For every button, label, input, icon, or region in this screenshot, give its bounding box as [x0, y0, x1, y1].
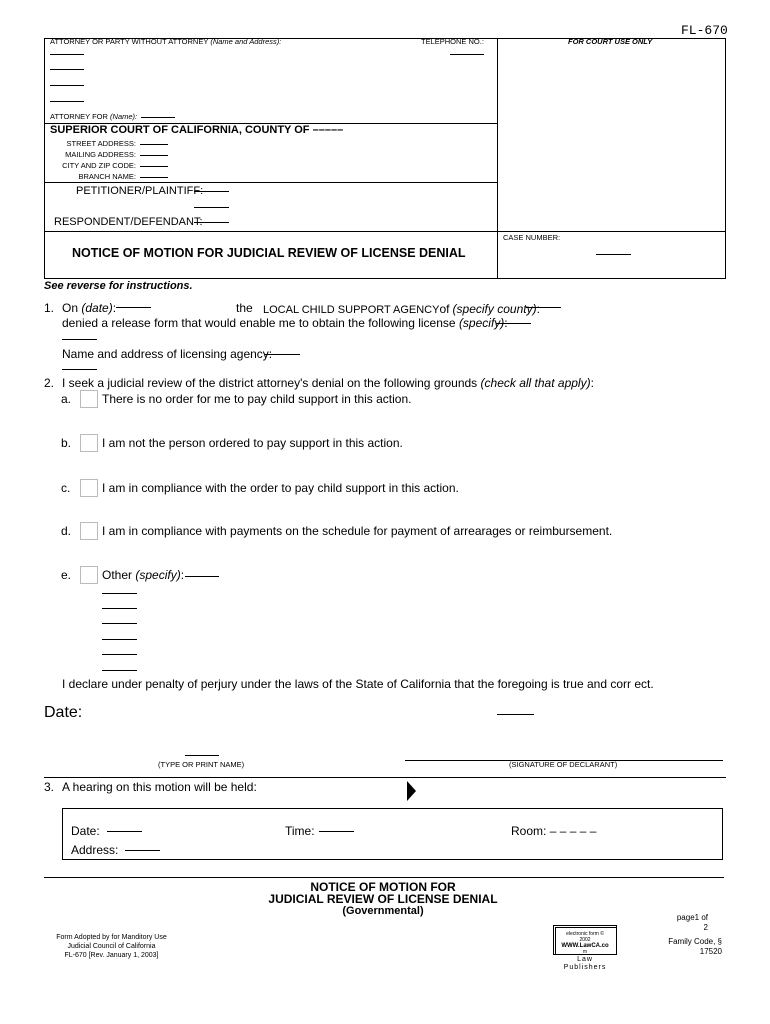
option-a-checkbox[interactable] [80, 390, 98, 408]
caption-box [44, 38, 726, 279]
attorney-name-line-1[interactable] [50, 54, 84, 55]
date-label: Date: [44, 704, 83, 721]
option-d-text: I am in compliance with payments on the schedule for payment of arrearages or reimbursement. [102, 524, 613, 538]
type-name-label: (TYPE OR PRINT NAME) [158, 760, 245, 769]
name-field[interactable] [185, 755, 219, 756]
item1-license-field[interactable] [496, 323, 531, 324]
hearing-box [62, 808, 723, 860]
form-id: FL-670 [681, 23, 728, 38]
branch-field[interactable] [140, 177, 168, 178]
city-label: CITY AND ZIP CODE: [62, 161, 136, 170]
signature-label: (SIGNATURE OF DECLARANT) [509, 760, 618, 769]
attorney-name-line-3[interactable] [50, 85, 84, 86]
item1-the: the [236, 301, 253, 315]
attorney-name-line-2[interactable] [50, 69, 84, 70]
item1-line2: denied a release form that would enable me to obtain the following license (specify): [62, 316, 508, 330]
court-title: SUPERIOR COURT OF CALIFORNIA, COUNTY OF ––––– [50, 124, 344, 136]
option-e-field[interactable] [185, 576, 219, 577]
petitioner-field-2[interactable] [194, 207, 229, 208]
item1-agency-address-field[interactable] [265, 354, 300, 355]
option-e-line-1[interactable] [102, 593, 137, 594]
item1-agency-address-field-2[interactable] [62, 369, 97, 370]
court-use-label: FOR COURT USE ONLY [568, 37, 653, 46]
option-d-letter: d. [61, 524, 72, 538]
option-e-line-4[interactable] [102, 639, 137, 640]
attorney-for-label: ATTORNEY FOR (Name): [50, 112, 138, 121]
hearing-address-field[interactable] [125, 850, 160, 851]
street-label: STREET ADDRESS: [66, 139, 136, 148]
telephone-field[interactable] [450, 54, 484, 55]
instructions: See reverse for instructions. [44, 280, 193, 292]
option-c-letter: c. [61, 481, 71, 495]
hearing-room-label: Room: – – – – – [511, 824, 597, 838]
date-field[interactable] [497, 714, 534, 715]
option-e-line-3[interactable] [102, 623, 137, 624]
hearing-time-label: Time: [285, 824, 315, 838]
petitioner-label: PETITIONER/PLAINTIFF: [76, 185, 204, 197]
item1-on: On (date): [62, 301, 117, 315]
option-c-checkbox[interactable] [80, 479, 98, 497]
hearing-date-field[interactable] [107, 831, 142, 832]
respondent-field[interactable] [194, 222, 229, 223]
hearing-date-label: Date: [71, 824, 100, 838]
arrow-icon [407, 781, 416, 801]
footer-title: NOTICE OF MOTION FOR JUDICIAL REVIEW OF LICENSE DENIAL (Governmental) [268, 880, 498, 917]
city-field[interactable] [140, 166, 168, 167]
declaration: I declare under penalty of perjury under the laws of the State of California that the foregoing is true and corr ect. [62, 677, 654, 691]
hearing-time-field[interactable] [319, 831, 354, 832]
option-e-checkbox[interactable] [80, 566, 98, 584]
family-code: Family Code, § 17520 [668, 937, 722, 956]
form-title: NOTICE OF MOTION FOR JUDICIAL REVIEW OF LICENSE DENIAL [72, 246, 466, 260]
item3-text: A hearing on this motion will be held: [62, 780, 257, 794]
publisher-name: Law Publishers [563, 956, 607, 971]
attorney-name-line-4[interactable] [50, 101, 84, 102]
respondent-label: RESPONDENT/DEFENDANT: [54, 216, 203, 228]
item2-intro: I seek a judicial review of the district attorney's denial on the following grounds (check all that apply): [62, 376, 594, 390]
publisher-stamp: electronic form © 2002 WWW.LawCA.co m [553, 925, 617, 955]
page-number: page1 of 2 [676, 913, 708, 932]
item1-number: 1. [44, 301, 55, 315]
option-b-text: I am not the person ordered to pay support in this action. [102, 436, 403, 450]
attorney-label: ATTORNEY OR PARTY WITHOUT ATTORNEY (Name and Address): [50, 37, 282, 46]
option-e-line-6[interactable] [102, 670, 137, 671]
case-number-label: CASE NUMBER: [503, 233, 561, 242]
item3-number: 3. [44, 780, 55, 794]
hearing-address-label: Address: [71, 843, 119, 857]
item1-agency: LOCAL CHILD SUPPORT AGENCYof (specify county): [263, 302, 540, 316]
option-a-letter: a. [61, 392, 72, 406]
mailing-field[interactable] [140, 155, 168, 156]
mailing-label: MAILING ADDRESS: [65, 150, 136, 159]
option-a-text: There is no order for me to pay child support in this action. [102, 392, 412, 406]
item1-date-field[interactable] [116, 307, 151, 308]
telephone-label: TELEPHONE NO.: [421, 37, 484, 46]
item1-county-field[interactable] [526, 307, 561, 308]
item1-license-field-2[interactable] [62, 339, 97, 340]
option-d-checkbox[interactable] [80, 522, 98, 540]
option-e-line-5[interactable] [102, 654, 137, 655]
option-e-letter: e. [61, 568, 72, 582]
option-e-line-2[interactable] [102, 608, 137, 609]
item2-number: 2. [44, 376, 55, 390]
option-b-letter: b. [61, 436, 72, 450]
option-b-checkbox[interactable] [80, 434, 98, 452]
option-c-text: I am in compliance with the order to pay child support in this action. [102, 481, 459, 495]
petitioner-field[interactable] [194, 191, 229, 192]
branch-label: BRANCH NAME: [78, 172, 136, 181]
case-number-field[interactable] [596, 254, 631, 255]
attorney-for-field[interactable] [141, 117, 175, 118]
option-e-text: Other (specify): [102, 568, 185, 582]
street-field[interactable] [140, 144, 168, 145]
form-adopted: Form Adopted by for Manditory Use Judicial Council of California FL-670 [Rev. January 1, 2003] [56, 934, 167, 959]
item1-agency-address-label: Name and address of licensing agency: [62, 347, 273, 361]
